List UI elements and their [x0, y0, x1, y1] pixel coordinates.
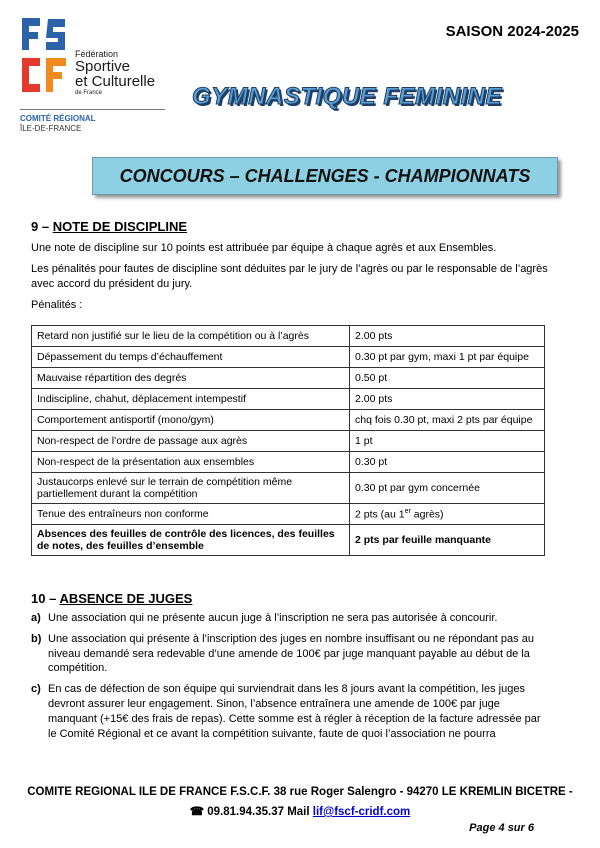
penalties-table: [31, 325, 545, 556]
table-row: [32, 452, 545, 473]
fault-cell: Mauvaise répartition des degrés: [32, 368, 350, 389]
fault-cell: Comportement antisportif (mono/gym): [32, 410, 350, 431]
table-row: [32, 504, 545, 525]
phone-icon: ☎: [189, 806, 205, 818]
list-item: [31, 611, 551, 626]
penalty-text: 2 pts (au 1: [355, 508, 405, 521]
list-item-text: Une association qui présente à l’inscription des juges en nombre insuffisant ou ne répondant pas au niveau demandé sera redevable d’une amende de 100€ par juge manquant payable au début de la compétition.: [48, 632, 534, 675]
penalty-cell: 2.00 pts: [350, 326, 545, 347]
fscf-logo-icon: [20, 16, 68, 98]
footer-email-link[interactable]: lif@fscf-cridf.com: [312, 806, 411, 818]
table-row: [32, 525, 545, 556]
fscf-logo: [20, 16, 170, 136]
section9-title: NOTE DE DISCIPLINE: [52, 219, 188, 234]
season-label: SAISON 2024-2025: [445, 23, 579, 40]
table-row: [32, 473, 545, 504]
section10-number: 10 –: [31, 591, 60, 606]
fault-cell: Tenue des entraîneurs non conforme: [32, 504, 350, 525]
sport-title: GYMNASTIQUE FEMININE: [192, 83, 503, 110]
section9-heading: [31, 219, 187, 234]
list-item-text: Une association qui ne présente aucun juge à l’inscription ne sera pas autorisée à concourir.: [48, 612, 498, 624]
penalty-cell: 0.30 pt par gym, maxi 1 pt par équipe: [350, 347, 545, 368]
penalty-superscript: er: [404, 507, 411, 515]
footer-address: COMITE REGIONAL ILE DE FRANCE F.S.C.F. 38 rue Roger Salengro - 94270 LE KREMLIN BICETRE -: [27, 786, 573, 798]
table-row: [32, 410, 545, 431]
footer-contact: [0, 804, 600, 818]
penalty-cell: 1 pt: [350, 431, 545, 452]
org-line2: Sportive: [75, 58, 131, 75]
penalty-cell: 0.50 pt: [350, 368, 545, 389]
fault-cell: Retard non justifié sur le lieu de la compétition ou à l’agrès: [32, 326, 350, 347]
banner-title: CONCOURS – CHALLENGES - CHAMPIONNATS: [92, 157, 558, 195]
fault-cell: Non-respect de la présentation aux ensembles: [32, 452, 350, 473]
logo-divider: [20, 109, 165, 110]
table-row: [32, 368, 545, 389]
section9-paragraph1: Une note de discipline sur 10 points est attribuée par équipe à chaque agrès et aux Ensembles.: [31, 242, 497, 254]
committee-line2: ÎLE-DE-FRANCE: [20, 124, 82, 133]
footer-phone: 09.81.94.35.37 Mail: [207, 806, 313, 818]
fault-cell: Justaucorps enlevé sur le terrain de compétition même partiellement durant la compétition: [32, 473, 350, 504]
penalty-cell: 2 pts par feuille manquante: [350, 525, 545, 556]
page-number: Page 4 sur 6: [469, 822, 534, 834]
table-row: [32, 326, 545, 347]
judges-rules-list: [31, 611, 551, 747]
list-item: [31, 632, 551, 676]
section10-heading: [31, 591, 192, 606]
section10-title: ABSENCE DE JUGES: [59, 591, 193, 606]
org-line3: et Culturelle: [75, 73, 156, 90]
list-item: [31, 682, 551, 741]
penalty-cell: 0.30 pt par gym concernée: [350, 473, 545, 504]
committee-line1: COMITÉ RÉGIONAL: [20, 114, 96, 123]
list-item-text: En cas de défection de son équipe qui surviendrait dans les 8 jours avant la compétition, les juges devront assurer leur engagement. Sinon, l’absence entraînera une amende de 100€ par juge manquant (+15€ des frais de repas). Cette somme est à régler à réception de la facture adressée par le Comité Régional et ce avant la compétition suivante, faute de quoi l’association ne pourra: [48, 683, 541, 740]
section9-paragraph3: Pénalités :: [31, 299, 83, 311]
penalty-text-end: agrès): [410, 508, 444, 521]
list-item-label: b): [31, 632, 42, 645]
org-line4: de France: [75, 90, 103, 96]
table-row: [32, 431, 545, 452]
fault-cell: Dépassement du temps d’échauffement: [32, 347, 350, 368]
list-item-label: c): [31, 683, 41, 696]
fault-cell: Indiscipline, chahut, déplacement intempestif: [32, 389, 350, 410]
table-row: [32, 347, 545, 368]
list-item-label: a): [31, 612, 41, 624]
section9-number: 9 –: [31, 219, 53, 234]
table-row: [32, 389, 545, 410]
penalty-cell: 0.30 pt: [350, 452, 545, 473]
org-line1: Fédération: [75, 49, 119, 59]
federation-name: [75, 50, 155, 96]
fault-cell: Absences des feuilles de contrôle des licences, des feuilles de notes, des feuilles d’ensemble: [32, 525, 350, 556]
penalty-cell: chq fois 0.30 pt, maxi 2 pts par équipe: [350, 410, 545, 431]
section9-paragraph2: Les pénalités pour fautes de discipline sont déduites par le jury de l’agrès ou par le responsable de l’agrès avec accord du président du jury.: [31, 263, 548, 290]
penalty-cell: 2.00 pts: [350, 389, 545, 410]
penalty-cell: [350, 504, 545, 525]
fault-cell: Non-respect de l’ordre de passage aux agrès: [32, 431, 350, 452]
